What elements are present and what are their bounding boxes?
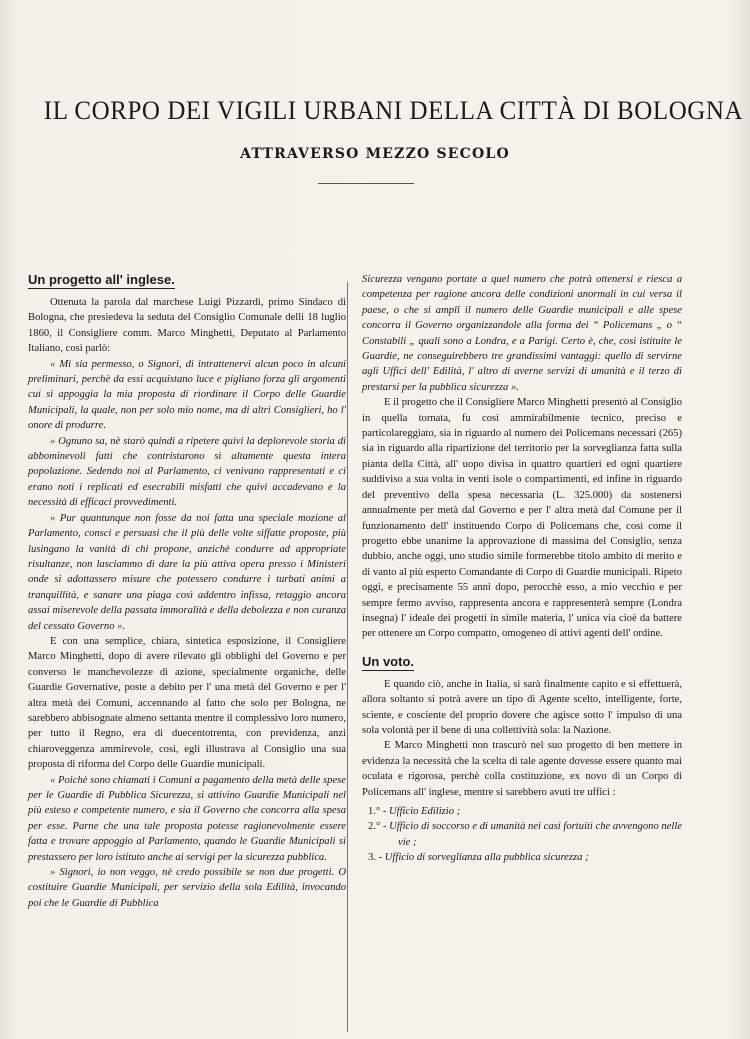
uffici-list [362,804,682,866]
paragraph: Ottenuta la parola dal marchese Luigi Pizzardi, primo Sindaco di Bologna, che presiedeva la seduta del Consiglio Comunale delli 18 luglio 1860, il Consigliere comm. Marco Minghetti, Deputato al Parlamento Italiano, così parlò: [28,297,346,355]
list-item-text: Ufficio Edilizio ; [389,806,461,817]
list-item-number: 3. - [368,852,383,864]
title-divider [318,183,414,184]
paragraph: E Marco Minghetti non trascurò nel suo progetto di ben mettere in evidenza la necessità che la scelta di tale agente dovesse essere quanto mai oculata e rigorosa, perchè colla costituzione, ex novo di un Corpo di Policemans all' inglese, mentre si sarebbero avuti tre uffici : [362,740,682,798]
column-divider [347,282,348,1032]
quote-paragraph: Sicurezza vengano portate a quel numero che potrà ottenersi e riesca a competenza per ragione ancora delle condizioni anormali in cui versa il paese, o che si amplî il numero delle Guardie municipali e alle spese concorra il Governo organizzandole alla forma dei “ Policemans „ o “ Constabili „ quali sono a Londra, e a Parigi. Certo è, che, così istituite le Guardie, ne conseguirebbero tre grandissimi vantaggi: quello di servirne agli Uffici dell' Edilità, l' altro di averne servizi di umanità e il terzo di prestarsi per la pubblica sicurezza ». [362,274,682,393]
list-item-text: Ufficio di soccorso e di umanità nei casi fortuiti che avvengono nelle vie ; [389,821,683,848]
list-item-text: Ufficio di sorveglianza alla pubblica sicurezza ; [384,852,589,864]
section-title-voto: Un voto. [362,653,414,669]
quote-paragraph: « Mi sia permesso, o Signori, di intrattenervi alcun poco in alcuni preliminari, perchè da essi acquistano luce e pigliano forza gli argomenti cui si appoggia la mia proposta di riordinare il Corpo delle Guardie Municipali, la quale, non per solo mio nome, ma di altri Consiglieri, ho l' onore di produrre. [28,358,346,432]
paragraph: E quando ciò, anche in Italia, si sarà finalmente capito e si effettuerà, allora soltanto si potrà avere un tipo di Agente scelto, intelligente, forte, sciente, e cosciente del proprio dovere che agisce sotto l' impulso di una sola volontà per il bene di una collettività sola: la Nazione. [362,678,682,736]
section-title-progetto: Un progetto all' inglese. [28,272,175,287]
list-item [362,804,682,819]
list-item-number: 2.° - [368,821,387,833]
quote-paragraph: » Ognuno sa, nè starò quindi a ripetere quivi la deplorevole storia di abbominevoli fatti che contristarono sì altamente questa intera popolazione. Sedendo noi al Parlamento, ci venivano rappresentati e ci erano noti i replicati ed esecrabili misfatti che quivi accadevano e la necessità di efficaci provvedimenti. [28,435,346,509]
page-title: IL CORPO DEI VIGILI URBANI DELLA CITTÀ DI BOLOGNA [43,96,744,125]
paragraph: E il progetto che il Consigliere Marco Minghetti presentò al Consiglio in quella tornata, fu così ammirabilmente tecnico, preciso e particolareggiato, sia in riguardo al numero dei Policemans necessari (265) sia in riguardo alla ripartizione del territorio per la sorveglianza fatta sulla pianta della Città, all' uopo divisa in quattro quartieri ed ogni quartiere suddiviso a sua volta in venti isole o compartimenti, ed infine in riguardo del preventivo della spesa necessaria (L. 325.000) da sostenersi annualmente per metà dal Governo e per l' altra metà dal Comune per il funzionamento dell' instituendo Corpo di Policemans che, così come il progetto ebbe unanime la approvazione di massima del Consiglio, senza dubbio, anche oggi, uno studio simile formerebbe titolo ambito di merito e di vanto al più esperto Comandante di Corpo di Guardie municipali. Ripeto oggi, e precisamente 55 anni dopo, perocchè esso, a mio vecchio e per sempre fermo avviso, rappresenta ancora e rappresenterà sempre (Londra insegna) l' ideale dei progetti in simile materia, l' unica via cioè da battere per ottenere un Corpo compatto, omogeneo di attivi agenti dell' ordine. [362,397,682,640]
page-subtitle: ATTRAVERSO MEZZO SECOLO [240,146,510,162]
quote-paragraph: » Pur quantunque non fosse da noi fatta una speciale mozione al Parlamento, consci e persuasi che il più delle volte siffatte proposte, più lusingano la vanità di chi propone, anzichè condurre ad appropriate risultanze, non lasciammo di dare la più attiva opera presso i Ministeri onde si adottassero misure che potessero condurre i turbati animi a tranquillità, e sanare una piaga così addentro infissa, retaggio ancora assai miserevole della passata immoralità e della debolezza e non curanza del cessato Governo ». [28,512,346,632]
right-column [362,272,682,866]
left-column [28,272,346,911]
list-item [362,850,682,865]
quote-paragraph: « Poichè sono chiamati i Comuni a pagamento della metà delle spese per le Guardie di Pubblica Sicurezza, si attivino Guardie Municipali nel più esteso e competente numero, e sia il Governo che concorra alla spesa per esse. Parne che una tale proposta potesse ragionevolmente essere fatta e trovare appoggio al Parlamento, quando le Guardie Municipali si prestassero per loro istituto anche ai servigi per la sicurezza pubblica. [28,774,346,863]
list-item [362,819,682,850]
quote-paragraph: » Signori, io non veggo, nè credo possibile se non due progetti. O costituire Guardie Municipali, per servizio della sola Edilità, invocando poi che le Guardie di Pubblica [28,867,346,909]
paragraph: E con una semplice, chiara, sintetica esposizione, il Consigliere Marco Minghetti, dopo di avere rilevato gli obblighi del Governo e per converso le manchevolezze di azione, specialmente organiche, delle Guardie Governative, poste a debito per l' una metà del Governo e per l' altra metà dei Comuni, accennando al fatto che solo per Bologna, ne sarebbero abbisognate almeno settanta mentre il complessivo loro numero, per tutto il Regno, era di duecentotrenta, con previdenza, anzi chiaroveggenza ammirevole, così, egli illustrava al Consiglio una sua proposta di riforma del Corpo delle Guardie municipali. [28,635,346,771]
list-item-number: 1.° - [368,806,387,817]
